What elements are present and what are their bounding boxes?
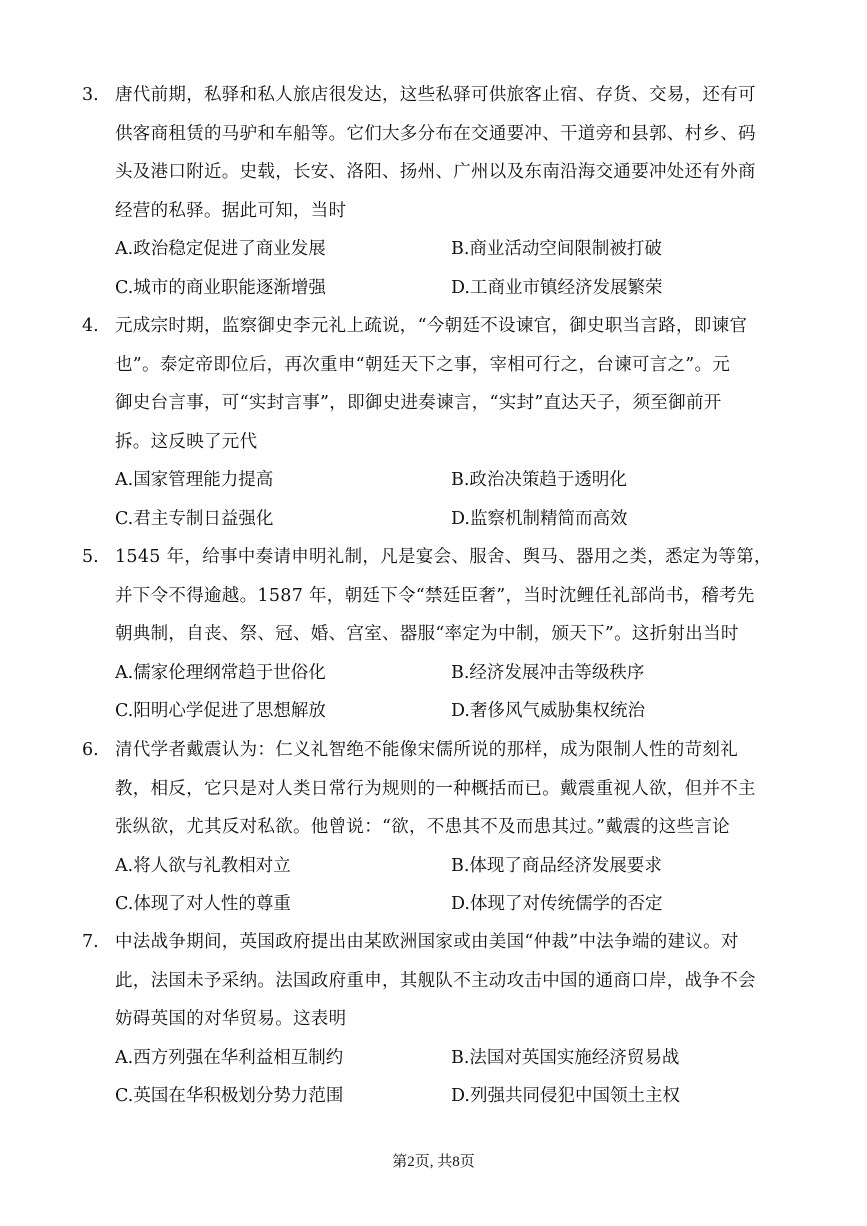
options-row xyxy=(82,269,787,308)
question-stem-line xyxy=(82,76,787,115)
question-number: 6. xyxy=(82,740,99,760)
question-stem-line xyxy=(82,770,787,809)
question-7 xyxy=(82,923,787,1116)
question-stem-line xyxy=(82,307,787,346)
option-d[interactable]: D.监察机制精简而高效 xyxy=(451,508,628,529)
option-b[interactable]: B.商业活动空间限制被打破 xyxy=(451,239,662,259)
question-stem-line xyxy=(82,1000,787,1039)
question-number: 7. xyxy=(82,932,99,952)
question-stem-line xyxy=(82,615,787,654)
options-row xyxy=(82,1039,787,1078)
page-footer: 第2页, 共8页 xyxy=(392,1154,475,1170)
option-d[interactable]: D.奢侈风气威胁集权统治 xyxy=(451,701,645,721)
question-3 xyxy=(82,76,787,307)
option-c[interactable]: C.英国在华积极划分势力范围 xyxy=(115,1086,344,1106)
stem-text: 唐代前期，私驿和私人旅店很发达，这些私驿可供旅客止宿、存货、交易，还有可 xyxy=(115,85,756,105)
stem-text: 供客商租赁的马驴和车船等。它们大多分布在交通要冲、干道旁和县郭、村乡、码 xyxy=(115,123,756,144)
options-row xyxy=(82,500,787,539)
stem-text: 1545 年，给事中奏请申明礼制，凡是宴会、服舍、舆马、器用之类，悉定为等第， xyxy=(115,547,772,567)
question-number: 5. xyxy=(82,547,99,567)
stem-text: 经营的私驿。据此可知，当时 xyxy=(115,200,347,221)
stem-text: 教，相反，它只是对人类日常行为规则的一种概括而已。戴震重视人欲，但并不主 xyxy=(115,778,756,799)
option-a[interactable]: A.国家管理能力提高 xyxy=(115,470,274,490)
stem-text: 御史台言事，可“实封言事”，即御史进奏谏言，“实封”直达天子，须至御前开 xyxy=(115,393,722,413)
stem-text: 头及港口附近。史载，长安、洛阳、扬州、广州以及东南沿海交通要冲处还有外商 xyxy=(115,162,756,182)
question-stem-line xyxy=(82,577,787,616)
option-b[interactable]: B.经济发展冲击等级秩序 xyxy=(451,662,645,683)
question-stem-line xyxy=(82,423,787,462)
question-stem-line xyxy=(82,962,787,1001)
option-a[interactable]: A.儒家伦理纲常趋于世俗化 xyxy=(115,662,326,683)
question-stem-line xyxy=(82,538,787,577)
option-c[interactable]: C.君主专制日益强化 xyxy=(115,508,274,529)
question-4 xyxy=(82,307,787,538)
question-stem-line xyxy=(82,384,787,423)
option-a[interactable]: A.将人欲与礼教相对立 xyxy=(115,855,291,876)
options-row xyxy=(82,230,787,269)
option-b[interactable]: B.体现了商品经济发展要求 xyxy=(451,855,662,876)
options-row xyxy=(82,654,787,693)
options-row xyxy=(82,885,787,924)
option-c[interactable]: C.城市的商业职能逐渐增强 xyxy=(115,277,326,298)
option-d[interactable]: D.体现了对传统儒学的否定 xyxy=(451,894,663,914)
stem-text: 并下令不得逾越。1587 年，朝廷下令“禁廷臣奢”，当时沈鲤任礼部尚书，稽考先 xyxy=(115,585,755,606)
option-b[interactable]: B.法国对英国实施经济贸易战 xyxy=(451,1047,680,1068)
stem-text: 也”。泰定帝即位后，再次重申“朝廷天下之事，宰相可行之，台谏可言之”。元 xyxy=(115,354,731,375)
question-number: 3. xyxy=(82,85,99,105)
question-5 xyxy=(82,538,787,731)
stem-text: 元成宗时期，监察御史李元礼上疏说，“今朝廷不设谏官，御史职当言路，即谏官 xyxy=(115,316,748,336)
options-row xyxy=(82,1077,787,1116)
question-stem-line xyxy=(82,192,787,231)
option-d[interactable]: D.工商业市镇经济发展繁荣 xyxy=(451,277,663,298)
option-c[interactable]: C.体现了对人性的尊重 xyxy=(115,894,291,914)
question-stem-line xyxy=(82,808,787,847)
stem-text: 拆。这反映了元代 xyxy=(115,431,258,452)
option-a[interactable]: A.西方列强在华利益相互制约 xyxy=(115,1047,344,1068)
question-stem-line xyxy=(82,115,787,154)
question-stem-line xyxy=(82,923,787,962)
stem-text: 此，法国未予采纳。法国政府重申，其舰队不主动攻击中国的通商口岸，战争不会 xyxy=(115,970,756,991)
question-stem-line xyxy=(82,153,787,192)
option-a[interactable]: A.政治稳定促进了商业发展 xyxy=(115,239,326,259)
option-b[interactable]: B.政治决策趋于透明化 xyxy=(451,470,627,490)
option-c[interactable]: C.阳明心学促进了思想解放 xyxy=(115,701,326,721)
stem-text: 妨碍英国的对华贸易。这表明 xyxy=(115,1009,347,1029)
question-stem-line xyxy=(82,346,787,385)
stem-text: 张纵欲，尤其反对私欲。他曾说：“欲，不患其不及而患其过。”戴震的这些言论 xyxy=(115,817,730,837)
question-number: 4. xyxy=(82,316,99,336)
question-6 xyxy=(82,731,787,924)
stem-text: 中法战争期间，英国政府提出由某欧洲国家或由美国“仲裁”中法争端的建议。对 xyxy=(115,932,739,952)
options-row xyxy=(82,461,787,500)
stem-text: 朝典制，自丧、祭、冠、婚、宫室、器服“率定为中制，颁天下”。这折射出当时 xyxy=(115,624,739,644)
question-stem-line xyxy=(82,731,787,770)
option-d[interactable]: D.列强共同侵犯中国领土主权 xyxy=(451,1086,680,1106)
options-row xyxy=(82,692,787,731)
stem-text: 清代学者戴震认为：仁义礼智绝不能像宋儒所说的那样，成为限制人性的苛刻礼 xyxy=(115,740,738,760)
options-row xyxy=(82,847,787,886)
